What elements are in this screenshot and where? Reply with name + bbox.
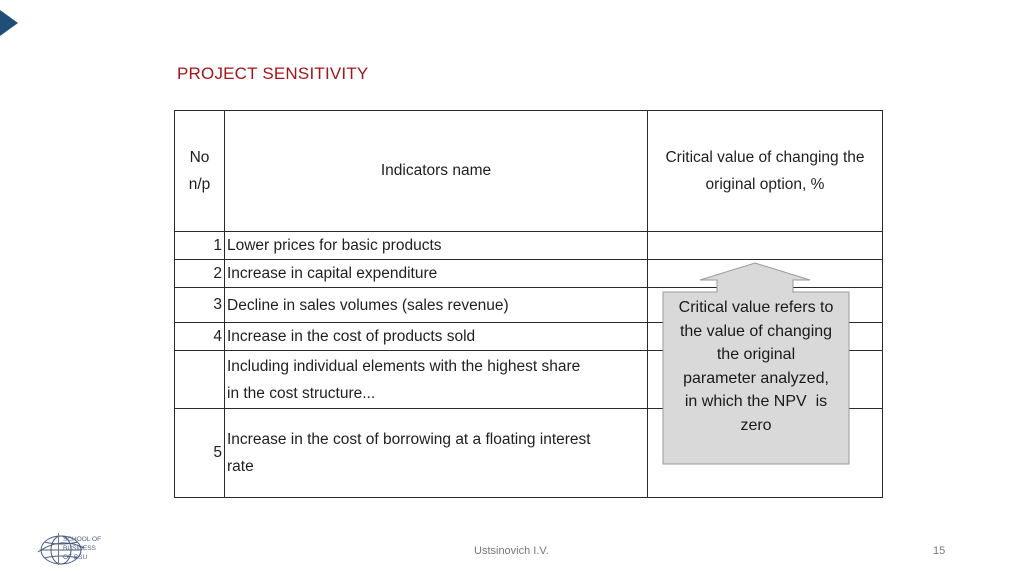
- row-critical-value: [648, 232, 883, 260]
- footer-author: Ustsinovich I.V.: [474, 545, 549, 557]
- row-indicator: Increase in the cost of products sold: [225, 323, 648, 351]
- row-number: 2: [175, 260, 225, 288]
- page-number: 15: [933, 545, 946, 557]
- row-indicator: Increase in the cost of borrowing at a floating interest rate: [225, 409, 648, 498]
- school-logo-text: SCHOOL OF BUSINESS OF BSU: [63, 536, 102, 561]
- row-number: 3: [175, 288, 225, 323]
- row-number: [175, 351, 225, 409]
- corner-arrow-icon: [0, 10, 18, 36]
- header-indicators-name: Indicators name: [225, 111, 648, 232]
- row-indicator: Lower prices for basic products: [225, 232, 648, 260]
- row-number: 1: [175, 232, 225, 260]
- logo-divider: [58, 533, 59, 565]
- row-number: 5: [175, 409, 225, 498]
- table-row: [175, 232, 883, 260]
- header-no: No n/p: [175, 111, 225, 232]
- header-critical-value: Critical value of changing the original option, %: [648, 111, 883, 232]
- page-title: PROJECT SENSITIVITY: [177, 64, 369, 83]
- row-indicator: Increase in capital expenditure: [225, 260, 648, 288]
- row-number: 4: [175, 323, 225, 351]
- critical-value-callout: [662, 262, 850, 465]
- row-indicator: Including individual elements with the highest share in the cost structure...: [225, 351, 648, 409]
- row-indicator: Decline in sales volumes (sales revenue): [225, 288, 648, 323]
- table-header-row: [175, 111, 883, 232]
- callout-text: Critical value refers to the value of changing the original parameter analyzed, in which the NPV is zero: [678, 299, 834, 434]
